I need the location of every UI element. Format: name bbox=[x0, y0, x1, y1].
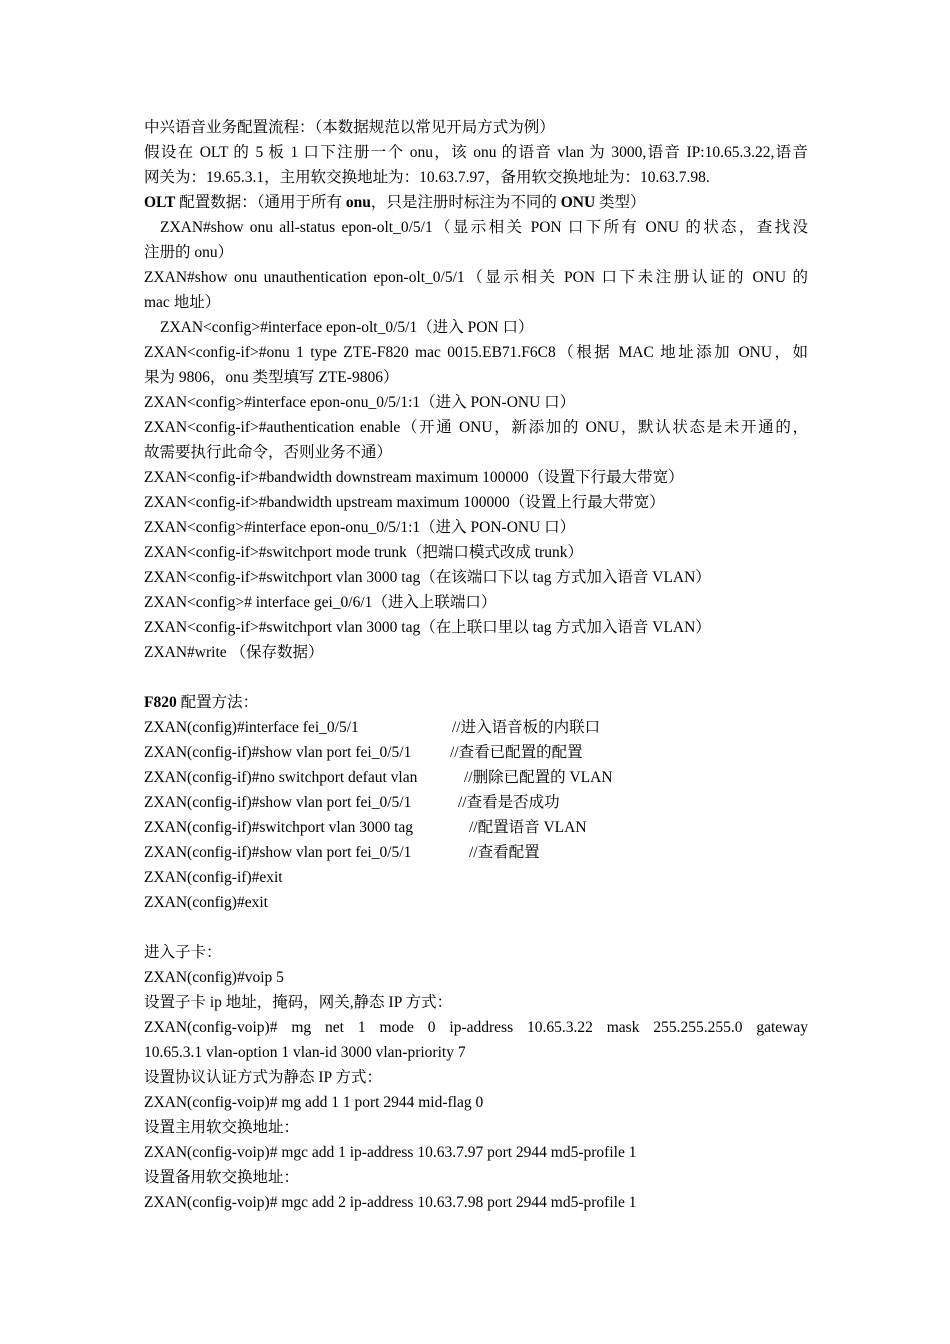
olt-command-line: 注册的 onu） bbox=[144, 244, 234, 261]
f820-command-line bbox=[144, 790, 808, 815]
voip-line: 10.65.3.1 vlan-option 1 vlan-id 3000 vlan-priority 7 bbox=[144, 1044, 466, 1061]
olt-command-line: ZXAN<config-if>#authentication enable（开通 ONU，新添加的 ONU，默认状态是未开通的， bbox=[144, 419, 808, 436]
f820-heading-text: 配置方法： bbox=[176, 694, 259, 711]
olt-command-line: ZXAN<config-if>#switchport mode trunk（把端口模式改成 trunk） bbox=[144, 544, 583, 561]
f820-command-line: ZXAN(config)#exit bbox=[144, 894, 268, 911]
olt-heading-text-3: 类型） bbox=[595, 194, 646, 211]
olt-heading-bold-1: OLT bbox=[144, 194, 176, 211]
olt-command-line: ZXAN<config-if>#switchport vlan 3000 tag（在上联口里以 tag 方式加入语音 VLAN） bbox=[144, 619, 711, 636]
f820-heading-bold: F820 bbox=[144, 694, 177, 711]
olt-command-line: ZXAN<config>#interface epon-olt_0/5/1（进入 PON 口） bbox=[160, 319, 534, 336]
f820-section-heading bbox=[144, 690, 808, 715]
f820-comment: //进入语音板的内联口 bbox=[452, 719, 601, 736]
f820-comment: //配置语音 VLAN bbox=[469, 819, 587, 836]
f820-command: ZXAN(config-if)#no switchport defaut vlan bbox=[144, 769, 418, 786]
olt-command-line: ZXAN<config>#interface epon-onu_0/5/1:1（进入 PON-ONU 口） bbox=[144, 394, 576, 411]
f820-command: ZXAN(config-if)#show vlan port fei_0/5/1 bbox=[144, 794, 412, 811]
voip-line: 设置备用软交换地址： bbox=[144, 1169, 300, 1186]
olt-command-line: ZXAN#write （保存数据） bbox=[144, 644, 324, 661]
document-title: 中兴语音业务配置流程：（本数据规范以常见开局方式为例） bbox=[144, 119, 555, 136]
olt-command-line: ZXAN<config-if>#bandwidth upstream maximum 100000（设置上行最大带宽） bbox=[144, 494, 665, 511]
f820-command-line bbox=[144, 765, 808, 790]
voip-line: 设置主用软交换地址： bbox=[144, 1119, 300, 1136]
intro-line-1: 假设在 OLT 的 5 板 1 口下注册一个 onu，该 onu 的语音 vlan 为 3000,语音 IP:10.65.3.22,语音 bbox=[144, 144, 808, 161]
f820-command: ZXAN(config)#interface fei_0/5/1 bbox=[144, 719, 359, 736]
f820-command-line: ZXAN(config-if)#exit bbox=[144, 869, 283, 886]
olt-heading-bold-3: ONU bbox=[560, 194, 596, 211]
olt-command-line: ZXAN<config-if>#switchport vlan 3000 tag（在该端口下以 tag 方式加入语音 VLAN） bbox=[144, 569, 711, 586]
voip-line: ZXAN(config-voip)# mg add 1 1 port 2944 mid-flag 0 bbox=[144, 1094, 484, 1111]
voip-line: ZXAN(config-voip)# mgc add 2 ip-address 10.63.7.98 port 2944 md5-profile 1 bbox=[144, 1194, 637, 1211]
voip-line: 进入子卡： bbox=[144, 944, 222, 961]
olt-command-line: 故需要执行此命令，否则业务不通） bbox=[144, 444, 393, 461]
f820-command-line bbox=[144, 840, 808, 865]
olt-command-line: ZXAN<config>#interface epon-onu_0/5/1:1（进入 PON-ONU 口） bbox=[144, 519, 576, 536]
olt-command-line: ZXAN<config-if>#onu 1 type ZTE-F820 mac 0015.EB71.F6C8（根据 MAC 地址添加 ONU，如 bbox=[144, 344, 808, 361]
voip-line: ZXAN(config-voip)# mgc add 1 ip-address 10.63.7.97 port 2944 md5-profile 1 bbox=[144, 1144, 637, 1161]
olt-heading-text-2: ，只是注册时标注为不同的 bbox=[370, 194, 561, 211]
f820-command: ZXAN(config-if)#show vlan port fei_0/5/1 bbox=[144, 844, 412, 861]
f820-command-line bbox=[144, 815, 808, 840]
voip-line: ZXAN(config)#voip 5 bbox=[144, 969, 284, 986]
voip-line: 设置协议认证方式为静态 IP 方式： bbox=[144, 1069, 382, 1086]
f820-comment: //查看已配置的配置 bbox=[450, 744, 583, 761]
f820-comment: //查看是否成功 bbox=[458, 794, 560, 811]
f820-command-line bbox=[144, 740, 808, 765]
paragraph-spacer bbox=[144, 915, 808, 940]
olt-command-line: ZXAN<config># interface gei_0/6/1（进入上联端口） bbox=[144, 594, 497, 611]
olt-command-line: ZXAN#show onu unauthentication epon-olt_0/5/1（显示相关 PON 口下未注册认证的 ONU 的 bbox=[144, 269, 808, 286]
f820-command: ZXAN(config-if)#switchport vlan 3000 tag bbox=[144, 819, 414, 836]
intro-line-2: 网关为：19.65.3.1，主用软交换地址为：10.63.7.97，备用软交换地址为：10.63.7.98. bbox=[144, 169, 710, 186]
f820-command-line bbox=[144, 715, 808, 740]
f820-comment: //删除已配置的 VLAN bbox=[464, 769, 613, 786]
olt-command-line: 果为 9806，onu 类型填写 ZTE-9806） bbox=[144, 369, 399, 386]
paragraph-spacer bbox=[144, 665, 808, 690]
olt-command-line: ZXAN<config-if>#bandwidth downstream maximum 100000（设置下行最大带宽） bbox=[144, 469, 684, 486]
olt-command-line: ZXAN#show onu all-status epon-olt_0/5/1（显示相关 PON 口下所有 ONU 的状态，查找没 bbox=[160, 219, 808, 236]
document-body bbox=[144, 115, 808, 1215]
olt-heading-bold-2: onu bbox=[345, 194, 371, 211]
olt-heading-text-1: 配置数据：（通用于所有 bbox=[175, 194, 346, 211]
voip-line: ZXAN(config-voip)# mg net 1 mode 0 ip-address 10.65.3.22 mask 255.255.255.0 gateway bbox=[144, 1019, 808, 1036]
f820-comment: //查看配置 bbox=[469, 844, 540, 861]
voip-line: 设置子卡 ip 地址，掩码，网关,静态 IP 方式： bbox=[144, 994, 453, 1011]
f820-command: ZXAN(config-if)#show vlan port fei_0/5/1 bbox=[144, 744, 412, 761]
olt-command-line: mac 地址） bbox=[144, 294, 221, 311]
olt-section-heading bbox=[144, 190, 808, 215]
